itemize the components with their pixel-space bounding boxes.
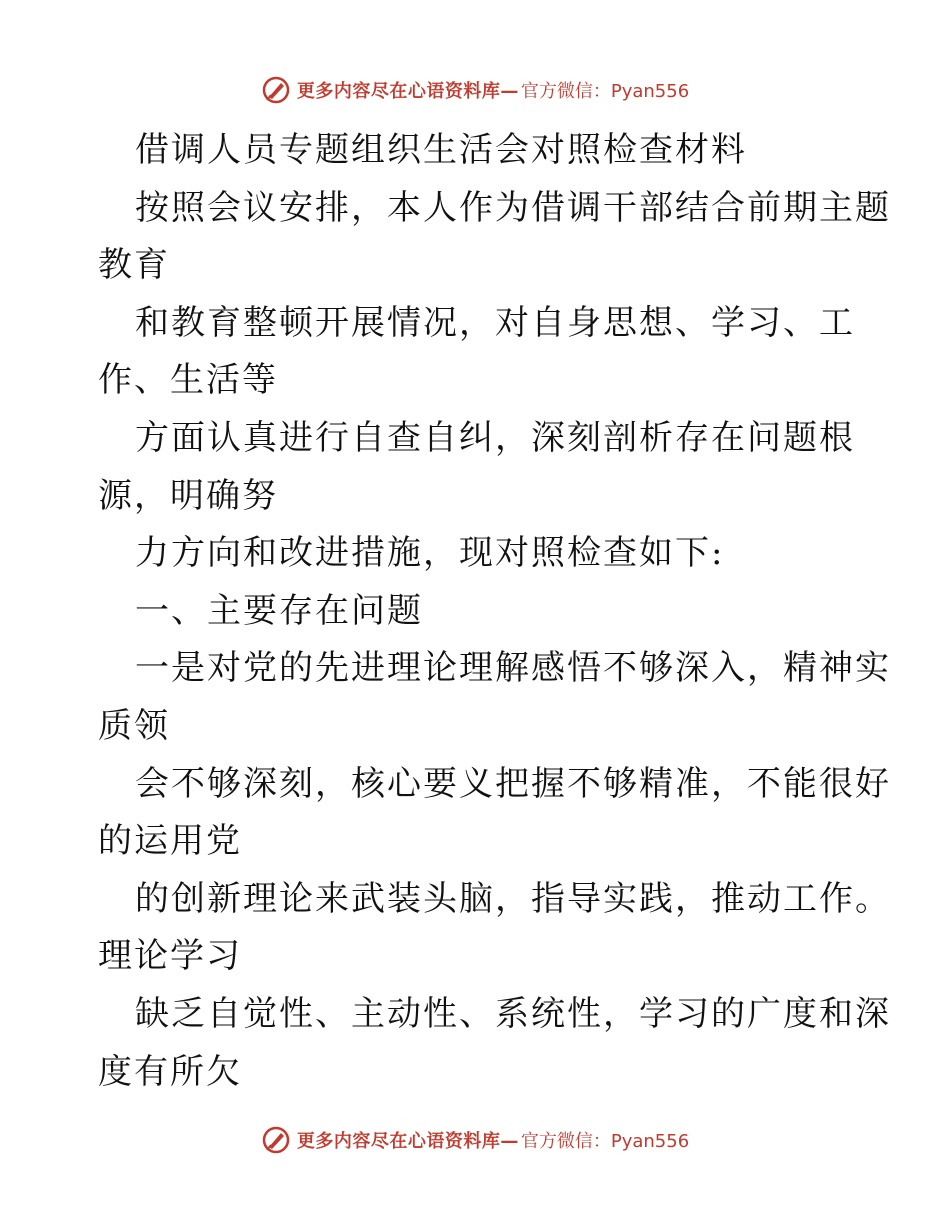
doc-line: 度有所欠 xyxy=(98,1051,242,1092)
watermark-wechat: 官方微信：Pyan556 xyxy=(520,81,690,102)
watermark-banner-bottom xyxy=(0,1122,950,1158)
doc-line: 力方向和改进措施，现对照检查如下: xyxy=(135,533,725,574)
doc-line: 作、生活等 xyxy=(98,360,278,401)
doc-line: 会不够深刻，核心要义把握不够精准，不能很好 xyxy=(135,763,891,804)
doc-line: 源，明确努 xyxy=(98,475,278,516)
red-quill-logo-icon xyxy=(261,1125,291,1155)
doc-line: 的运用党 xyxy=(98,821,242,862)
watermark-wechat: 官方微信：Pyan556 xyxy=(520,1131,690,1152)
red-quill-logo-icon xyxy=(261,75,291,105)
document-body xyxy=(98,122,891,1101)
watermark-banner-top xyxy=(0,72,950,108)
doc-line: 方面认真进行自查自纠，深刻剖析存在问题根 xyxy=(135,417,855,458)
doc-title: 借调人员专题组织生活会对照检查材料 xyxy=(135,130,747,170)
doc-line: 按照会议安排，本人作为借调干部结合前期主题 xyxy=(135,187,891,228)
doc-line: 质领 xyxy=(98,705,170,746)
watermark-text: 更多内容尽在心语资料库— xyxy=(296,1131,519,1152)
doc-line: 理论学习 xyxy=(98,936,242,977)
section-heading: 一、主要存在问题 xyxy=(135,590,423,631)
watermark-text: 更多内容尽在心语资料库— xyxy=(296,81,519,102)
doc-line: 一是对党的先进理论理解感悟不够深入，精神实 xyxy=(135,648,891,689)
doc-line: 教育 xyxy=(98,245,170,286)
doc-line: 缺乏自觉性、主动性、系统性，学习的广度和深 xyxy=(135,993,891,1034)
doc-line: 的创新理论来武装头脑，指导实践，推动工作。 xyxy=(135,878,891,919)
doc-line: 和教育整顿开展情况，对自身思想、学习、工 xyxy=(135,302,855,343)
